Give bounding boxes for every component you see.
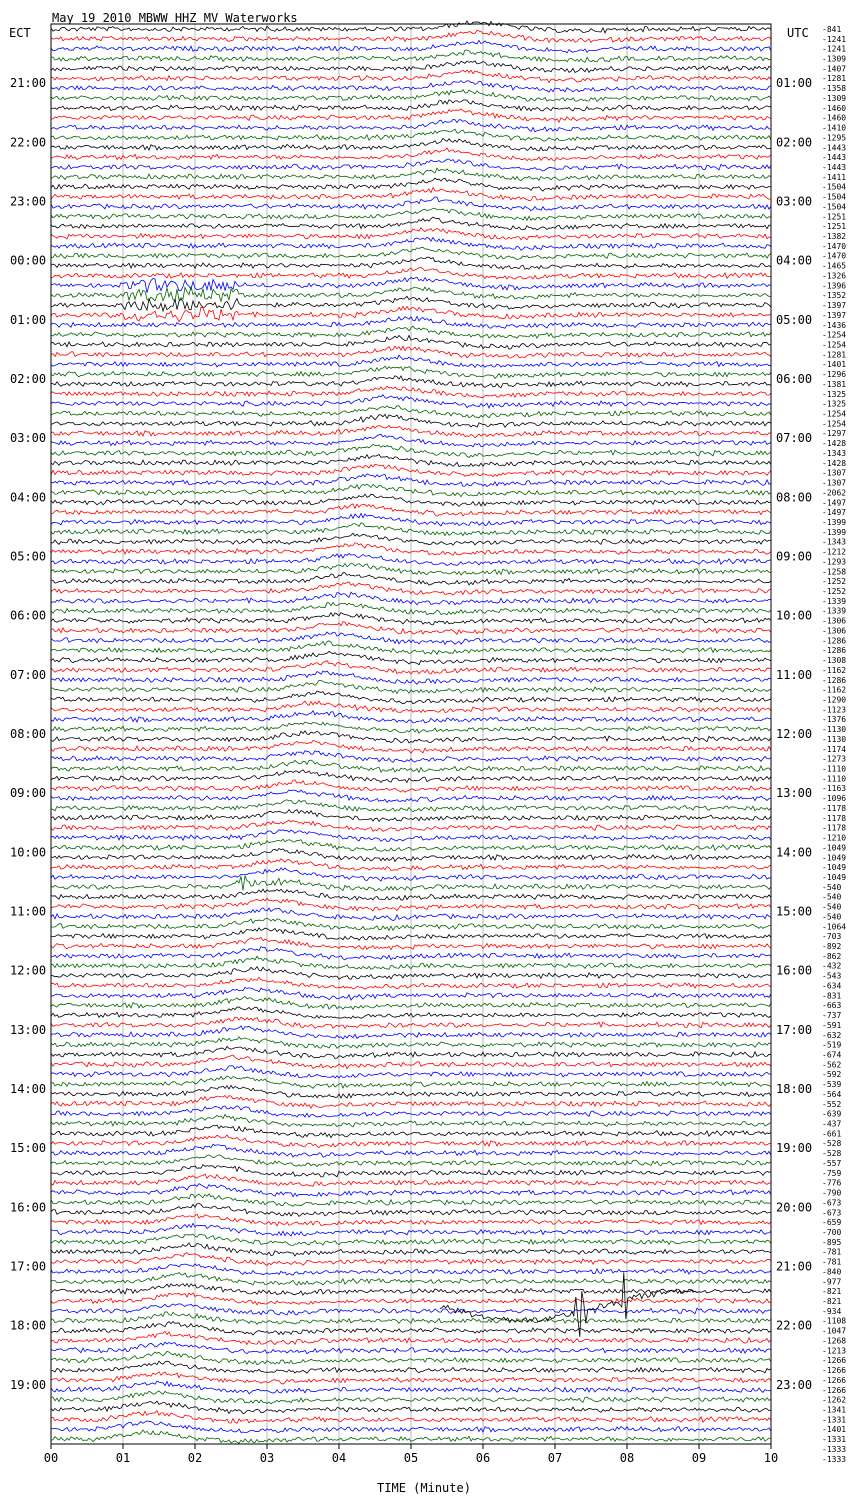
row-offset-value: -1049 xyxy=(822,853,847,863)
x-tick-label: 06 xyxy=(475,1451,491,1465)
row-offset-value: -1497 xyxy=(822,498,847,508)
right-hour-label: 17:00 xyxy=(776,1022,813,1037)
row-offset-value: -1504 xyxy=(822,182,847,192)
row-offset-value: -1306 xyxy=(822,616,847,626)
left-hour-label: 09:00 xyxy=(10,786,47,801)
row-offset-value: -528 xyxy=(822,1149,842,1159)
row-offset-value: -1325 xyxy=(822,389,847,399)
right-hour-label: 20:00 xyxy=(776,1200,813,1215)
row-offset-value: -1241 xyxy=(822,44,847,54)
row-offset-value: -1470 xyxy=(822,251,847,261)
row-offset-value: -1212 xyxy=(822,547,847,557)
row-offset-value: -1306 xyxy=(822,626,847,636)
row-offset-value: -1266 xyxy=(822,1375,847,1385)
row-offset-value: -1281 xyxy=(822,74,847,84)
row-offset-value: -1460 xyxy=(822,113,847,123)
x-tick-label: 09 xyxy=(691,1451,707,1465)
x-tick-label: 08 xyxy=(619,1451,635,1465)
row-offset-value: -673 xyxy=(822,1208,842,1218)
row-offset-value: -1130 xyxy=(822,734,847,744)
row-offset-value: -1162 xyxy=(822,685,847,695)
right-hour-label: 11:00 xyxy=(776,667,813,682)
right-hour-label: 02:00 xyxy=(776,135,813,150)
row-offset-value: -634 xyxy=(822,981,842,991)
row-offset-value: -1110 xyxy=(822,764,847,774)
left-hour-label: 10:00 xyxy=(10,845,47,860)
row-offset-value: -1443 xyxy=(822,162,847,172)
row-offset-value: -432 xyxy=(822,961,842,971)
left-hour-label: 11:00 xyxy=(10,904,47,919)
row-offset-value: -1504 xyxy=(822,202,847,212)
right-hour-label: 07:00 xyxy=(776,431,813,446)
row-offset-value: -1213 xyxy=(822,1346,847,1356)
row-offset-value: -1286 xyxy=(822,646,847,656)
row-offset-value: -1252 xyxy=(822,587,847,597)
left-hour-label: 22:00 xyxy=(10,135,47,150)
row-offset-value: -1047 xyxy=(822,1326,847,1336)
row-offset-value: -591 xyxy=(822,1020,842,1030)
row-offset-value: -663 xyxy=(822,1001,842,1011)
row-offset-value: -539 xyxy=(822,1080,842,1090)
right-hour-label: 04:00 xyxy=(776,253,813,268)
row-offset-value: -1049 xyxy=(822,863,847,873)
row-offset-value: -1381 xyxy=(822,379,847,389)
row-offset-value: -1268 xyxy=(822,1336,847,1346)
row-offset-value: -1407 xyxy=(822,64,847,74)
right-hour-label: 12:00 xyxy=(776,727,813,741)
row-offset-value: -1436 xyxy=(822,320,847,330)
row-offset-value: -632 xyxy=(822,1030,842,1040)
row-offset-value: -1331 xyxy=(822,1435,847,1445)
row-offset-value: -1049 xyxy=(822,872,847,882)
row-offset-value: -862 xyxy=(822,951,842,961)
row-offset-value: -564 xyxy=(822,1089,842,1099)
x-tick-label: 07 xyxy=(547,1451,563,1465)
row-offset-value: -1130 xyxy=(822,725,847,735)
left-hour-label: 00:00 xyxy=(10,253,47,268)
row-offset-value: -1443 xyxy=(822,143,847,153)
row-offset-value: -1465 xyxy=(822,261,847,271)
row-offset-value: -1397 xyxy=(822,301,847,311)
row-offset-value: -1162 xyxy=(822,665,847,675)
left-hour-label: 17:00 xyxy=(10,1259,47,1274)
row-offset-value: -540 xyxy=(822,892,842,902)
x-tick-label: 10 xyxy=(763,1451,779,1465)
row-offset-value: -703 xyxy=(822,932,842,942)
row-offset-value: -1343 xyxy=(822,448,847,458)
x-tick-label: 00 xyxy=(43,1451,59,1465)
row-offset-value: -1254 xyxy=(822,340,847,350)
row-offset-value: -1049 xyxy=(822,843,847,853)
row-offset-value: -892 xyxy=(822,942,842,952)
row-offset-value: -700 xyxy=(822,1227,842,1237)
left-hour-label: 08:00 xyxy=(10,727,47,741)
row-offset-value: -1273 xyxy=(822,754,847,764)
row-offset-value: -1163 xyxy=(822,784,847,794)
x-axis-label: TIME (Minute) xyxy=(377,1481,471,1495)
row-offset-value: -1358 xyxy=(822,84,847,94)
row-offset-value: -552 xyxy=(822,1099,842,1109)
row-offset-value: -1343 xyxy=(822,537,847,547)
right-hour-label: 10:00 xyxy=(776,608,813,623)
left-hour-label: 05:00 xyxy=(10,549,47,564)
row-offset-value: -1307 xyxy=(822,478,847,488)
chart-title: May 19 2010 MBWW HHZ MV Waterworks xyxy=(52,11,298,25)
row-offset-value: -673 xyxy=(822,1198,842,1208)
x-tick-label: 03 xyxy=(259,1451,275,1465)
row-offset-value: -540 xyxy=(822,902,842,912)
row-offset-value: -1293 xyxy=(822,557,847,567)
row-offset-value: -934 xyxy=(822,1306,842,1316)
left-hour-label: 15:00 xyxy=(10,1141,47,1156)
left-hour-label: 21:00 xyxy=(10,76,47,91)
row-offset-value: -543 xyxy=(822,971,842,981)
row-offset-value: -1470 xyxy=(822,241,847,251)
row-offset-value: -661 xyxy=(822,1129,842,1139)
row-offset-value: -781 xyxy=(822,1257,842,1267)
row-offset-value: -1252 xyxy=(822,577,847,587)
right-hour-label: 05:00 xyxy=(776,312,813,327)
right-hour-label: 18:00 xyxy=(776,1082,813,1096)
row-offset-value: -831 xyxy=(822,991,842,1001)
row-offset-value: -790 xyxy=(822,1188,842,1198)
row-offset-value: -639 xyxy=(822,1109,842,1119)
row-offset-value: -759 xyxy=(822,1168,842,1178)
right-hour-label: 22:00 xyxy=(776,1318,813,1333)
row-offset-value: -1108 xyxy=(822,1316,847,1326)
row-offset-value: -2062 xyxy=(822,488,847,498)
row-offset-value: -737 xyxy=(822,1011,842,1021)
row-offset-value: -1251 xyxy=(822,212,847,222)
left-hour-labels xyxy=(10,76,46,1392)
row-offset-value: -1399 xyxy=(822,517,847,527)
row-offset-value: -1497 xyxy=(822,508,847,518)
row-offset-value: -1266 xyxy=(822,1366,847,1376)
left-hour-label: 23:00 xyxy=(10,194,47,209)
left-hour-label: 03:00 xyxy=(10,431,47,446)
row-offset-value: -895 xyxy=(822,1237,842,1247)
right-hour-label: 01:00 xyxy=(776,76,813,91)
right-hour-label: 03:00 xyxy=(776,194,813,209)
row-offset-value: -540 xyxy=(822,882,842,892)
right-hour-label: 14:00 xyxy=(776,845,813,860)
row-offset-value: -1411 xyxy=(822,172,847,182)
row-offset-value: -1281 xyxy=(822,350,847,360)
row-offset-value: -821 xyxy=(822,1297,842,1307)
left-hour-label: 06:00 xyxy=(10,608,47,623)
row-offset-value: -1110 xyxy=(822,774,847,784)
row-offset-value: -1266 xyxy=(822,1356,847,1366)
row-offset-value: -1443 xyxy=(822,153,847,163)
row-offset-value: -1401 xyxy=(822,1425,847,1435)
row-offset-value: -1258 xyxy=(822,567,847,577)
right-hour-label: 19:00 xyxy=(776,1141,813,1156)
row-offset-value: -1254 xyxy=(822,419,847,429)
right-hour-label: 08:00 xyxy=(776,490,813,505)
row-offset-value: -1401 xyxy=(822,360,847,370)
left-hour-label: 14:00 xyxy=(10,1082,47,1096)
row-offset-value: -1428 xyxy=(822,458,847,468)
row-offset-value: -1410 xyxy=(822,123,847,133)
row-offset-value: -1341 xyxy=(822,1405,847,1415)
row-offset-value: -1266 xyxy=(822,1385,847,1395)
x-axis-ticks xyxy=(44,1444,778,1465)
row-offset-value: -1382 xyxy=(822,232,847,242)
left-hour-label: 02:00 xyxy=(10,372,47,386)
right-hour-label: 13:00 xyxy=(776,786,813,801)
row-offset-value: -1399 xyxy=(822,527,847,537)
left-hour-label: 04:00 xyxy=(10,490,47,505)
row-offset-value: -540 xyxy=(822,912,842,922)
row-offset-value: -1254 xyxy=(822,409,847,419)
row-offset-value: -1325 xyxy=(822,399,847,409)
right-hour-label: 23:00 xyxy=(776,1377,813,1392)
row-offset-value: -1397 xyxy=(822,310,847,320)
row-offset-value: -1290 xyxy=(822,695,847,705)
row-offset-value: -1339 xyxy=(822,596,847,606)
row-offset-value: -1460 xyxy=(822,103,847,113)
row-offset-value: -1308 xyxy=(822,656,847,666)
row-offset-value: -1352 xyxy=(822,291,847,301)
row-offset-value: -592 xyxy=(822,1070,842,1080)
x-tick-label: 05 xyxy=(403,1451,419,1465)
row-offset-value: -1286 xyxy=(822,675,847,685)
row-offset-value: -1326 xyxy=(822,271,847,281)
row-offset-value: -1178 xyxy=(822,823,847,833)
row-offset-value: -840 xyxy=(822,1267,842,1277)
x-tick-label: 04 xyxy=(331,1451,347,1465)
right-hour-labels xyxy=(776,76,812,1392)
left-hour-label: 07:00 xyxy=(10,667,47,682)
row-offset-value: -1262 xyxy=(822,1395,847,1405)
row-offset-value: -1376 xyxy=(822,715,847,725)
row-offset-value: -1309 xyxy=(822,54,847,64)
x-tick-label: 01 xyxy=(115,1451,131,1465)
row-offset-value: -1307 xyxy=(822,468,847,478)
right-hour-label: 16:00 xyxy=(776,963,813,978)
row-offset-value: -1333 xyxy=(822,1444,847,1454)
row-offset-values xyxy=(822,25,846,1464)
row-offset-value: -528 xyxy=(822,1139,842,1149)
row-offset-value: -674 xyxy=(822,1050,842,1060)
row-offset-value: -1254 xyxy=(822,330,847,340)
row-offset-value: -659 xyxy=(822,1218,842,1228)
row-offset-value: -1396 xyxy=(822,281,847,291)
row-offset-value: -1178 xyxy=(822,813,847,823)
right-hour-label: 09:00 xyxy=(776,549,813,564)
row-offset-value: -776 xyxy=(822,1178,842,1188)
row-offset-value: -557 xyxy=(822,1158,842,1168)
left-timezone-label: ECT xyxy=(9,26,31,40)
row-offset-value: -1309 xyxy=(822,93,847,103)
row-offset-value: -1295 xyxy=(822,133,847,143)
row-offset-value: -562 xyxy=(822,1060,842,1070)
row-offset-value: -1064 xyxy=(822,922,847,932)
left-hour-label: 19:00 xyxy=(10,1377,47,1392)
right-hour-label: 06:00 xyxy=(776,372,813,386)
row-offset-value: -1241 xyxy=(822,34,847,44)
row-offset-value: -781 xyxy=(822,1247,842,1257)
row-offset-value: -437 xyxy=(822,1119,842,1129)
left-hour-label: 01:00 xyxy=(10,312,47,327)
row-offset-value: -1096 xyxy=(822,794,847,804)
row-offset-value: -841 xyxy=(822,24,842,34)
row-offset-value: -1123 xyxy=(822,705,847,715)
row-offset-value: -1333 xyxy=(822,1454,847,1464)
row-offset-value: -1297 xyxy=(822,429,847,439)
left-hour-label: 12:00 xyxy=(10,963,47,978)
row-offset-value: -1428 xyxy=(822,439,847,449)
row-offset-value: -1251 xyxy=(822,222,847,232)
row-offset-value: -1331 xyxy=(822,1415,847,1425)
right-timezone-label: UTC xyxy=(787,26,809,40)
left-hour-label: 16:00 xyxy=(10,1200,47,1215)
row-offset-value: -977 xyxy=(822,1277,842,1287)
right-hour-label: 21:00 xyxy=(776,1259,813,1274)
row-offset-value: -1210 xyxy=(822,833,847,843)
left-hour-label: 13:00 xyxy=(10,1022,47,1037)
row-offset-value: -519 xyxy=(822,1040,842,1050)
right-hour-label: 15:00 xyxy=(776,904,813,919)
row-offset-value: -821 xyxy=(822,1287,842,1297)
row-offset-value: -1178 xyxy=(822,803,847,813)
row-offset-value: -1339 xyxy=(822,606,847,616)
row-offset-value: -1504 xyxy=(822,192,847,202)
x-tick-label: 02 xyxy=(187,1451,203,1465)
row-offset-value: -1174 xyxy=(822,744,847,754)
left-hour-label: 18:00 xyxy=(10,1318,47,1333)
row-offset-value: -1286 xyxy=(822,636,847,646)
row-offset-value: -1296 xyxy=(822,370,847,380)
